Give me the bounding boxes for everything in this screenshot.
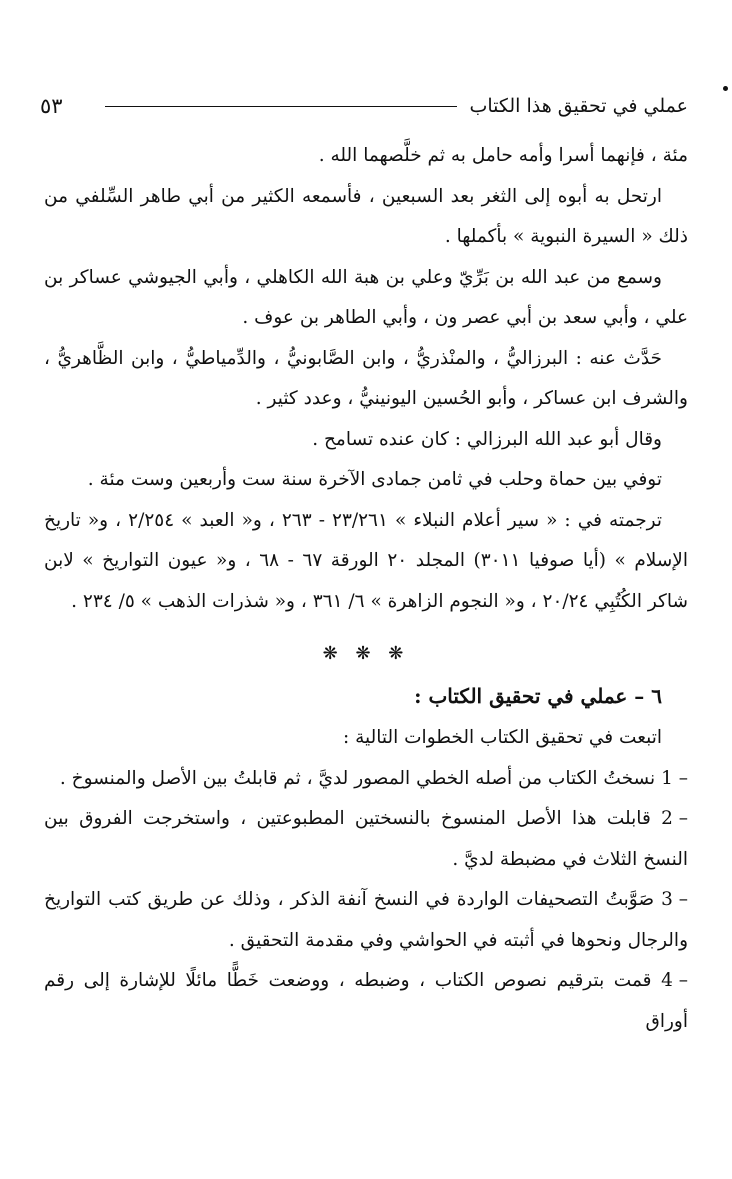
list-item	[44, 961, 688, 1042]
item-number: 2 –	[661, 808, 689, 829]
paragraph-students: حَدَّث عنه : البرزاليُّ ، والمنْذريُّ ، وابن الصَّابونيُّ ، والدِّمياطيُّ ، وابن الظَّاهريُّ ، والشرف ابن عساكر ، وأبو الحُسين اليونينيُّ ، وعدد كثير .	[44, 347, 688, 409]
list-item	[44, 880, 688, 961]
item-text: قمت بترقيم نصوص الكتاب ، وضبطه ، ووضعت خَطًّا مائلًا للإشارة إلى رقم أوراق	[44, 970, 688, 1032]
section-separator: ❋ ❋ ❋	[322, 643, 410, 664]
list-item	[44, 799, 688, 880]
item-number: 3 –	[661, 889, 688, 910]
paragraph-continuation: مئة ، فإنهما أسرا وأمه حامل به ثم خلَّصهما الله .	[318, 145, 688, 166]
paragraph-references: ترجمته في : « سير أعلام النبلاء » ٢٣/٢٦١ - ٢٦٣ ، و« العبد » ٢/٢٥٤ ، و« تاريخ الإسلام » (أيا صوفيا ٣٠١١) المجلد ٢٠ الورقة ٦٧ - ٦٨ ، و« عيون التواريخ » لابن شاكر الكُتُبِي ٢٠/٢٤ ، و« النجوم الزاهرة » ٦/ ٣٦١ ، و« شذرات الذهب » ٥/ ٢٣٤ .	[44, 509, 688, 612]
section-intro: اتبعت في تحقيق الكتاب الخطوات التالية :	[343, 727, 662, 748]
page-body	[44, 136, 688, 1042]
paragraph-teachers: وسمع من عبد الله بن بَرِّيّ وعلي بن هبة الله الكاهلي ، وأبي الجيوشي عساكر بن علي ، وأبي سعد بن أبي عصر ون ، وأبي الطاهر بن عوف .	[44, 266, 688, 328]
item-number: 4 –	[661, 970, 688, 991]
paragraph-death: توفي بين حماة وحلب في ثامن جمادى الآخرة سنة ست وأربعين وست مئة .	[87, 469, 662, 490]
margin-dot	[723, 86, 728, 91]
section-title: ٦ – عملي في تحقيق الكتاب :	[414, 684, 662, 708]
header-rule	[105, 106, 457, 107]
paragraph-travel: ارتحل به أبوه إلى الثغر بعد السبعين ، فأسمعه الكثير من أبي طاهر السِّلفي من ذلك « السيرة النبوية » بأكملها .	[44, 185, 688, 247]
running-title: عملي في تحقيق هذا الكتاب	[469, 95, 688, 117]
item-text: صَوَّبتُ التصحيفات الواردة في النسخ آنفة الذكر ، وذلك عن طريق كتب التواريخ والرجال ونحوها في أثبته في الحواشي وفي مقدمة التحقيق .	[44, 889, 688, 951]
page-header	[40, 88, 688, 124]
item-text: نسختُ الكتاب من أصله الخطي المصور لديَّ ، ثم قابلتُ بين الأصل والمنسوخ .	[59, 767, 656, 789]
paragraph-quote: وقال أبو عبد الله البرزالي : كان عنده تسامح .	[312, 428, 662, 450]
list-item	[44, 759, 688, 800]
item-number: 1 –	[661, 767, 688, 789]
item-text: قابلت هذا الأصل المنسوخ بالنسختين المطبوعتين ، واستخرجت الفروق بين النسخ الثلاث في مضبطة لديَّ .	[44, 808, 688, 870]
page-number: ٥٣	[40, 94, 63, 118]
